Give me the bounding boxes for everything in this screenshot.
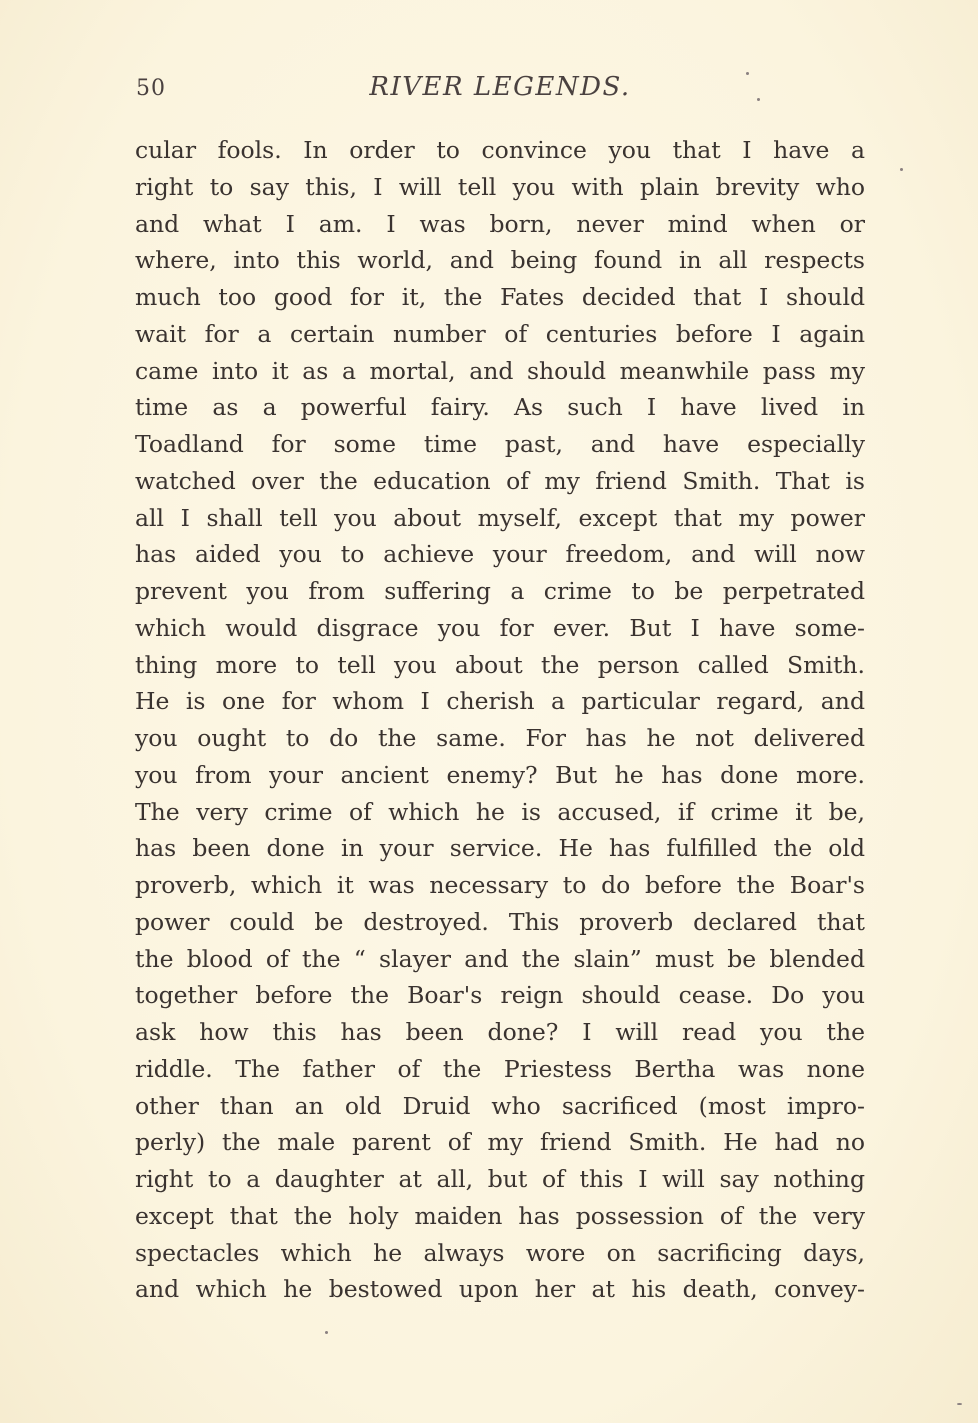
paper-speck — [757, 98, 760, 101]
text-line-content: and which he bestowed upon her at his death, convey- — [135, 1275, 865, 1304]
text-line-content: the blood of the “ slayer and the slain” must be blended — [135, 944, 865, 973]
text-line-content: has aided you to achieve your freedom, and will now — [135, 540, 865, 569]
paper-speck — [900, 168, 903, 171]
text-line — [135, 169, 865, 206]
text-line-content: watched over the education of my friend Smith. That is — [135, 466, 865, 495]
text-line — [135, 500, 865, 537]
text-line — [135, 536, 865, 573]
text-line-content: other than an old Druid who sacrificed (most impro- — [135, 1091, 865, 1120]
text-line — [135, 463, 865, 500]
text-line-content: all I shall tell you about myself, except that my power — [135, 503, 865, 532]
text-line-content: which would disgrace you for ever. But I have some- — [135, 613, 865, 642]
text-line-content: except that the holy maiden has possession of the very — [135, 1201, 865, 1230]
text-line — [135, 132, 865, 169]
text-line — [135, 1198, 865, 1235]
page-header — [0, 70, 978, 110]
text-line-content: Toadland for some time past, and have especially — [135, 430, 865, 458]
text-line-content: you ought to do the same. For has he not delivered — [135, 724, 865, 752]
text-line — [135, 941, 865, 978]
text-line-content: riddle. The father of the Priestess Bertha was none — [135, 1054, 865, 1083]
text-line — [135, 1161, 865, 1198]
running-title: RIVER LEGENDS. — [369, 72, 631, 102]
paper-speck — [746, 72, 749, 75]
text-line — [135, 316, 865, 353]
text-line — [135, 794, 865, 831]
text-line-content: wait for a certain number of centuries before I again — [135, 319, 865, 348]
text-line-content: ask how this has been done? I will read you the — [135, 1018, 865, 1046]
text-line — [135, 1124, 865, 1161]
text-line — [135, 647, 865, 684]
paper-speck — [957, 1403, 962, 1405]
text-line-content: prevent you from suffering a crime to be perpetrated — [135, 577, 865, 605]
text-line — [135, 279, 865, 316]
paper-speck — [325, 1331, 328, 1334]
text-line — [135, 206, 865, 243]
text-line — [135, 683, 865, 720]
text-line-content: you from your ancient enemy? But he has done more. — [135, 760, 865, 789]
text-line — [135, 720, 865, 757]
text-line-content: right to a daughter at all, but of this I will say nothing — [135, 1165, 865, 1193]
text-line-content: right to say this, I will tell you with plain brevity who — [135, 172, 865, 201]
text-line-content: together before the Boar's reign should cease. Do you — [135, 981, 865, 1010]
text-line — [135, 1014, 865, 1051]
text-line — [135, 1235, 865, 1272]
text-line-content: much too good for it, the Fates decided that I should — [135, 283, 865, 311]
text-line-content: He is one for whom I cherish a particular regard, and — [135, 687, 865, 716]
body-text — [135, 132, 865, 1308]
text-line — [135, 867, 865, 904]
text-line-content: cular fools. In order to convince you that I have a — [135, 136, 865, 164]
text-line — [135, 573, 865, 610]
text-line — [135, 426, 865, 463]
text-line — [135, 977, 865, 1014]
text-line — [135, 1088, 865, 1125]
text-line — [135, 242, 865, 279]
text-line — [135, 904, 865, 941]
page-number: 50 — [136, 76, 166, 101]
text-line-content: time as a powerful fairy. As such I have lived in — [135, 393, 865, 422]
text-line-content: and what I am. I was born, never mind when or — [135, 209, 865, 238]
text-line-content: where, into this world, and being found in all respects — [135, 246, 865, 275]
text-line-content: came into it as a mortal, and should meanwhile pass my — [135, 356, 865, 385]
text-line-content: The very crime of which he is accused, if crime it be, — [135, 797, 865, 826]
text-line — [135, 353, 865, 390]
text-line — [135, 389, 865, 426]
text-line-content: proverb, which it was necessary to do before the Boar's — [135, 871, 865, 899]
text-line-content: perly) the male parent of my friend Smith. He had no — [135, 1128, 865, 1157]
text-line-content: power could be destroyed. This proverb declared that — [135, 907, 865, 936]
text-line-content: spectacles which he always wore on sacrificing days, — [135, 1238, 865, 1267]
text-line — [135, 757, 865, 794]
text-line — [135, 1271, 865, 1308]
text-line-content: has been done in your service. He has fulfilled the old — [135, 834, 865, 863]
text-line-content: thing more to tell you about the person called Smith. — [135, 650, 865, 679]
text-line — [135, 610, 865, 647]
text-line — [135, 1051, 865, 1088]
text-line — [135, 830, 865, 867]
